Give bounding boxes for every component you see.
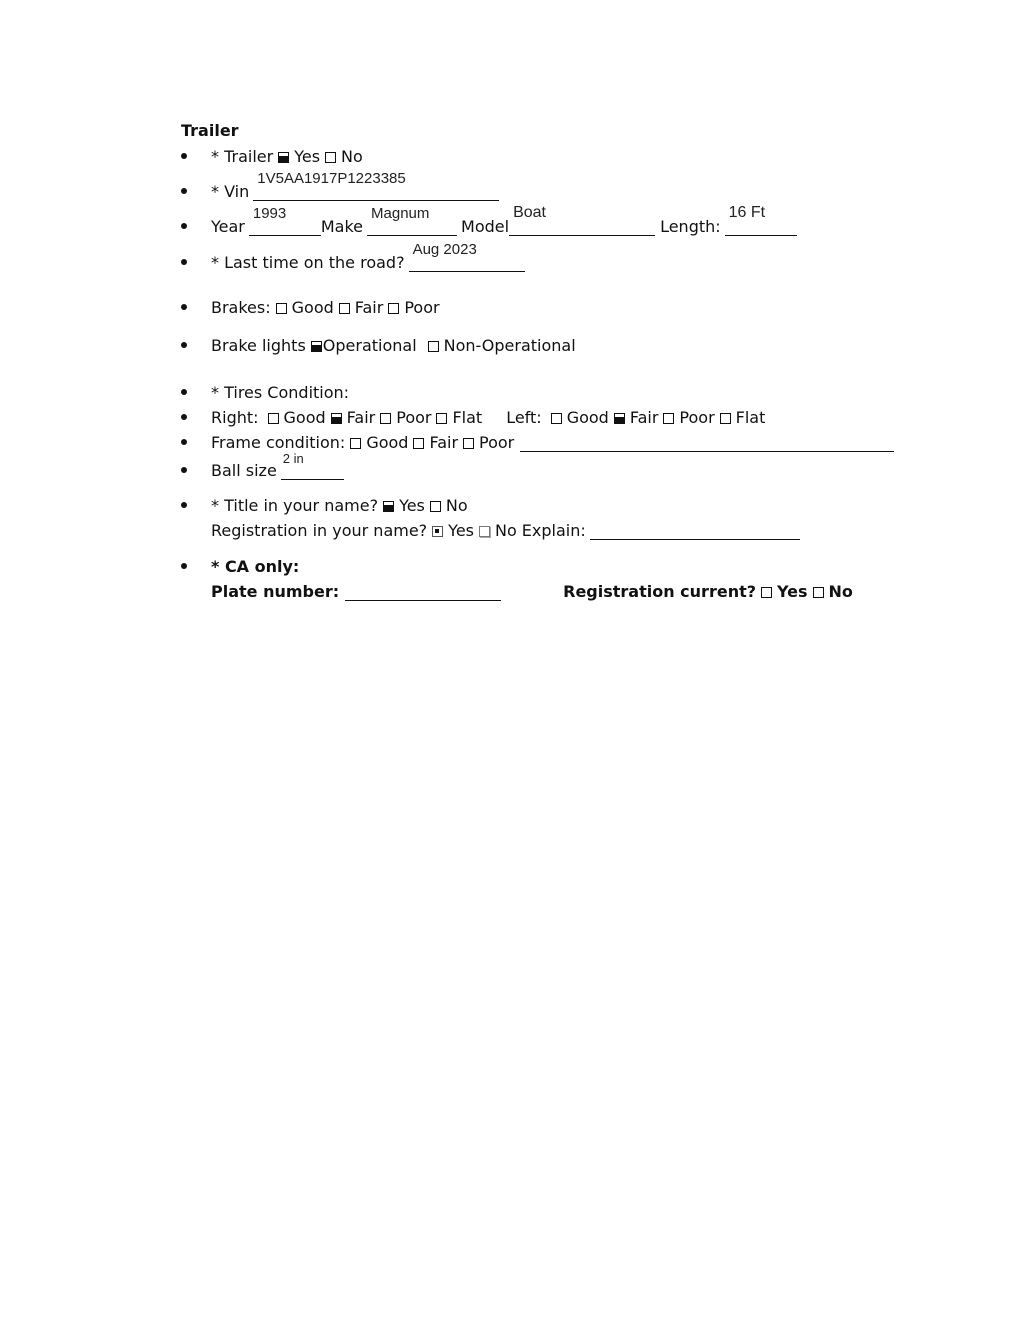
registration-row <box>211 518 800 540</box>
registration-current-no-checkbox[interactable] <box>813 587 824 598</box>
tires-right-label: Right: <box>211 408 259 427</box>
vin-row <box>211 170 499 201</box>
frame-fair-checkbox[interactable] <box>413 438 424 449</box>
vin-label: * Vin <box>211 182 250 201</box>
left-flat-checkbox[interactable] <box>720 413 731 424</box>
tires-left-label: Left: <box>506 408 542 427</box>
bullet <box>180 562 188 570</box>
bullet <box>180 388 188 396</box>
ca-only-label: * CA only: <box>211 557 300 576</box>
title-yes-checkbox[interactable] <box>383 501 394 512</box>
section-title: Trailer <box>181 121 239 140</box>
tires-label: * Tires Condition: <box>211 383 350 402</box>
ca-plate-row <box>211 579 853 601</box>
year-value: 1993 <box>252 205 287 222</box>
last-road-label: * Last time on the road? <box>211 253 405 272</box>
frame-good-checkbox[interactable] <box>350 438 361 449</box>
left-poor-checkbox[interactable] <box>663 413 674 424</box>
length-field[interactable] <box>725 204 797 236</box>
trailer-yes-label: Yes <box>294 147 321 166</box>
bullet <box>180 341 188 349</box>
bullet <box>180 438 188 446</box>
registration-explain-label: Explain: <box>521 521 586 540</box>
right-flat-label: Flat <box>452 408 483 427</box>
model-field[interactable] <box>509 204 655 236</box>
bullet <box>180 501 188 509</box>
registration-current-label: Registration current? <box>563 582 757 601</box>
ball-size-value: 2 in <box>282 451 304 466</box>
registration-yes-label: Yes <box>448 521 474 540</box>
frame-notes-field[interactable] <box>520 430 894 452</box>
brake-lights-row <box>211 333 576 355</box>
brakes-row <box>211 295 440 317</box>
brake-lights-operational-label: Operational <box>322 336 417 355</box>
bullet <box>180 466 188 474</box>
registration-no-checkbox[interactable] <box>479 526 490 537</box>
frame-label: Frame condition: <box>211 433 346 452</box>
bullet <box>180 258 188 266</box>
brakes-good-checkbox[interactable] <box>276 303 287 314</box>
length-value: 16 Ft <box>728 204 766 221</box>
model-value: Boat <box>513 204 546 221</box>
trailer-label: * Trailer <box>211 147 274 166</box>
left-flat-label: Flat <box>735 408 766 427</box>
length-label: Length: <box>660 217 721 236</box>
brake-lights-label: Brake lights <box>211 336 306 355</box>
trailer-no-label: No <box>341 147 363 166</box>
registration-no-label: No <box>495 521 517 540</box>
frame-good-label: Good <box>366 433 409 452</box>
brakes-fair-checkbox[interactable] <box>339 303 350 314</box>
right-poor-checkbox[interactable] <box>380 413 391 424</box>
year-label: Year <box>211 217 245 236</box>
ball-size-label: Ball size <box>211 461 277 480</box>
title-no-checkbox[interactable] <box>430 501 441 512</box>
brakes-label: Brakes: <box>211 298 271 317</box>
right-poor-label: Poor <box>396 408 432 427</box>
make-label: Make <box>320 217 364 236</box>
model-label: Model <box>461 217 510 236</box>
registration-explain-field[interactable] <box>590 518 800 540</box>
registration-current-yes-checkbox[interactable] <box>761 587 772 598</box>
bullet <box>180 152 188 160</box>
plate-number-field[interactable] <box>345 579 501 601</box>
registration-label: Registration in your name? <box>211 521 428 540</box>
year-field[interactable] <box>249 205 321 236</box>
right-fair-checkbox[interactable] <box>331 413 342 424</box>
title-label: * Title in your name? <box>211 496 379 515</box>
ball-size-field[interactable] <box>281 451 344 480</box>
bullet <box>180 222 188 230</box>
tires-row <box>211 380 349 402</box>
make-field[interactable] <box>367 205 457 236</box>
make-value: Magnum <box>371 205 430 222</box>
brakes-fair-label: Fair <box>354 298 384 317</box>
ca-only-row <box>211 554 299 576</box>
ball-size-row <box>211 451 344 480</box>
right-fair-label: Fair <box>346 408 376 427</box>
right-good-checkbox[interactable] <box>268 413 279 424</box>
registration-current-no-label: No <box>828 582 853 601</box>
brake-lights-nonoperational-label: Non-Operational <box>443 336 576 355</box>
brakes-poor-label: Poor <box>404 298 440 317</box>
last-road-row <box>211 241 525 272</box>
vin-field[interactable] <box>253 170 499 201</box>
bullet <box>180 187 188 195</box>
left-poor-label: Poor <box>679 408 715 427</box>
left-fair-label: Fair <box>629 408 659 427</box>
left-good-checkbox[interactable] <box>551 413 562 424</box>
registration-current-yes-label: Yes <box>777 582 808 601</box>
brakes-good-label: Good <box>291 298 334 317</box>
trailer-yes-checkbox[interactable] <box>278 152 289 163</box>
brake-lights-operational-checkbox[interactable] <box>311 341 322 352</box>
bullet <box>180 303 188 311</box>
plate-number-label: Plate number: <box>211 582 340 601</box>
last-road-field[interactable] <box>409 241 525 272</box>
registration-yes-checkbox[interactable] <box>432 526 443 537</box>
frame-row <box>211 430 894 452</box>
title-row <box>211 493 468 515</box>
right-flat-checkbox[interactable] <box>436 413 447 424</box>
trailer-row <box>211 144 363 166</box>
brake-lights-nonoperational-checkbox[interactable] <box>428 341 439 352</box>
title-no-label: No <box>445 496 468 515</box>
frame-fair-label: Fair <box>429 433 459 452</box>
right-good-label: Good <box>283 408 326 427</box>
left-good-label: Good <box>566 408 609 427</box>
vehicle-details-row <box>211 204 797 236</box>
frame-poor-checkbox[interactable] <box>463 438 474 449</box>
frame-poor-label: Poor <box>479 433 515 452</box>
trailer-no-checkbox[interactable] <box>325 152 336 163</box>
brakes-poor-checkbox[interactable] <box>388 303 399 314</box>
title-yes-label: Yes <box>399 496 425 515</box>
left-fair-checkbox[interactable] <box>614 413 625 424</box>
bullet <box>180 413 188 421</box>
tires-detail-row <box>211 405 765 427</box>
vin-value: 1V5AA1917P1223385 <box>257 170 406 187</box>
last-road-value: Aug 2023 <box>412 241 477 258</box>
